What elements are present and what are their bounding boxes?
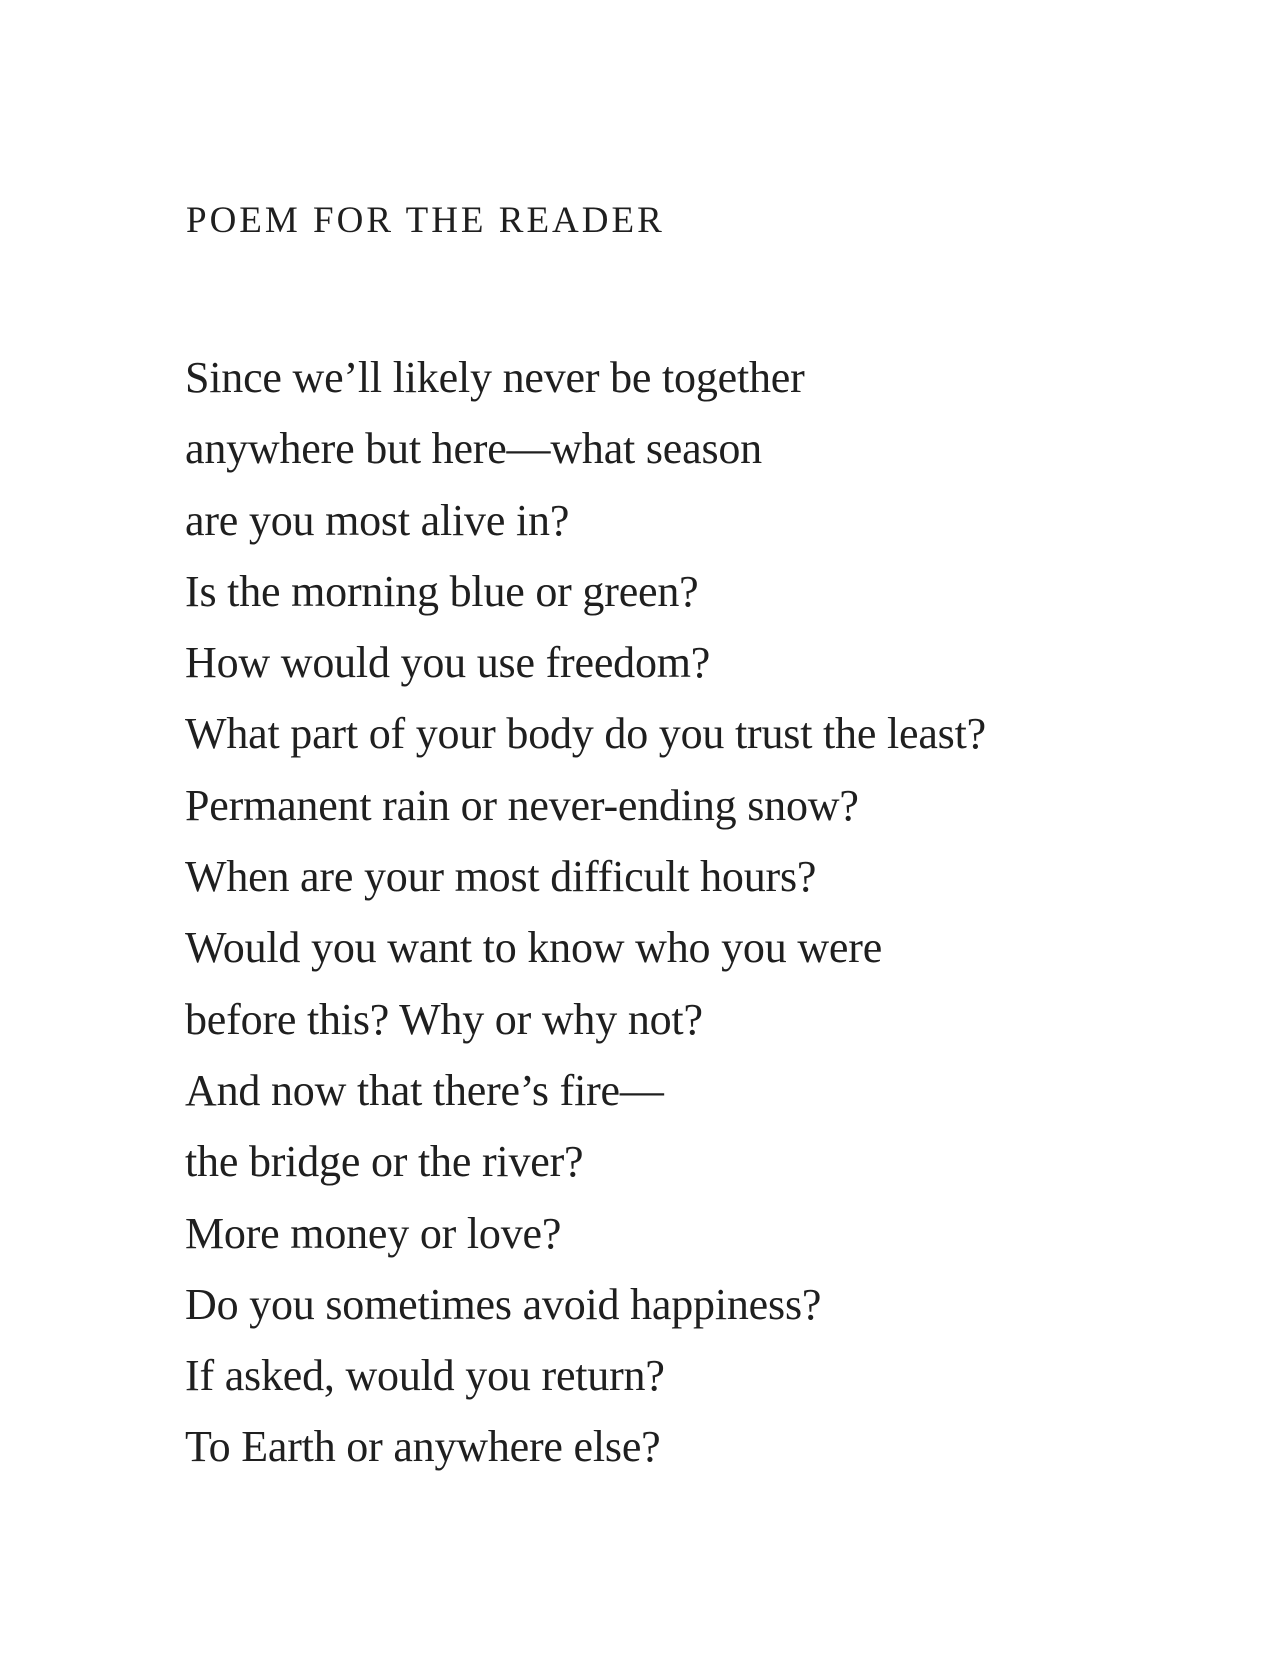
poem-line: To Earth or anywhere else? xyxy=(185,1422,661,1472)
poem-body xyxy=(185,342,986,1483)
poem-title: POEM FOR THE READER xyxy=(186,200,665,241)
poem-line: When are your most difficult hours? xyxy=(185,852,817,902)
poem-line: Do you sometimes avoid happiness? xyxy=(185,1279,822,1329)
poem-line: More money or love? xyxy=(185,1208,562,1258)
poem-line: Since we’ll likely never be together xyxy=(185,353,805,402)
poem-line: the bridge or the river? xyxy=(185,1137,584,1187)
poem-line: anywhere but here—what season xyxy=(185,424,762,474)
poem-line: Permanent rain or never-ending snow? xyxy=(185,780,859,830)
poem-line: before this? Why or why not? xyxy=(185,994,703,1044)
poem-line: Would you want to know who you were xyxy=(185,923,883,973)
poem-line: And now that there’s fire— xyxy=(185,1065,664,1115)
poem-line: How would you use freedom? xyxy=(185,638,711,688)
poem-line: are you most alive in? xyxy=(185,495,570,545)
poem-line: Is the morning blue or green? xyxy=(185,566,699,616)
poem-line: If asked, would you return? xyxy=(185,1351,665,1401)
poem-line: What part of your body do you trust the least? xyxy=(185,709,986,759)
